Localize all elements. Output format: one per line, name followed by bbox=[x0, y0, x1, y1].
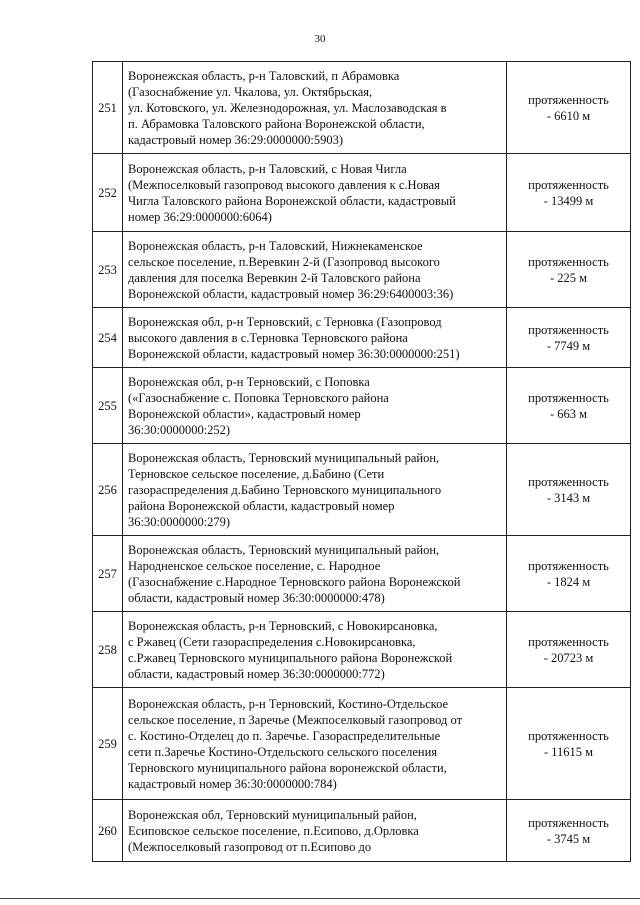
length-line: протяженность bbox=[528, 474, 609, 489]
description-line: области, кадастровый номер 36:30:0000000:478) bbox=[128, 591, 385, 605]
length-line: протяженность bbox=[528, 322, 609, 337]
row-number: 253 bbox=[93, 232, 123, 308]
description-line: номер 36:29:0000000:6064) bbox=[128, 210, 272, 224]
row-number: 255 bbox=[93, 368, 123, 444]
object-length bbox=[507, 62, 631, 154]
table-row bbox=[93, 154, 631, 232]
length-line: - 7749 м bbox=[546, 338, 591, 353]
object-description bbox=[123, 62, 507, 154]
description-line: газораспределения д.Бабино Терновского муниципального bbox=[128, 483, 442, 497]
row-number: 258 bbox=[93, 612, 123, 688]
description-line: (Газоснабжение с.Народное Терновского района Воронежской bbox=[128, 575, 461, 589]
table-row bbox=[93, 688, 631, 800]
description-line: с Ржавец (Сети газораспределения с.Новокирсановка, bbox=[128, 635, 416, 649]
page-number: 30 bbox=[314, 33, 326, 45]
table-row bbox=[93, 232, 631, 308]
description-line: Терновского муниципального района воронежской области, bbox=[128, 761, 447, 775]
description-line: кадастровый номер 36:29:0000000:5903) bbox=[128, 133, 343, 147]
length-line: протяженность bbox=[528, 728, 609, 743]
description-line: («Газоснабжение с. Поповка Терновского района bbox=[128, 391, 389, 405]
length-line: - 6610 м bbox=[546, 108, 591, 123]
description-line: Воронежская обл, Терновский муниципальный район, bbox=[128, 808, 417, 822]
description-line: п. Абрамовка Таловского района Воронежской области, bbox=[128, 117, 425, 131]
table-row bbox=[93, 536, 631, 612]
object-length bbox=[507, 232, 631, 308]
description-line: Есиповское сельское поселение, п.Есипово, д.Орловка bbox=[128, 824, 419, 838]
description-line: ул. Котовского, ул. Железнодорожная, ул. Маслозаводская в bbox=[128, 101, 447, 115]
table-row bbox=[93, 444, 631, 536]
length-line: - 11615 м bbox=[543, 744, 594, 759]
object-description bbox=[123, 536, 507, 612]
object-description bbox=[123, 444, 507, 536]
description-line: с.Ржавец Терновского муниципального района Воронежской bbox=[128, 651, 453, 665]
description-line: сельское поселение, п Заречье (Межпоселковый газопровод от bbox=[128, 713, 463, 727]
description-line: Чигла Таловского района Воронежской области, кадастровый bbox=[128, 194, 456, 208]
object-description bbox=[123, 800, 507, 862]
object-length bbox=[507, 154, 631, 232]
length-line: - 1824 м bbox=[546, 574, 591, 589]
length-line: протяженность bbox=[528, 254, 609, 269]
description-line: Воронежской области, кадастровый номер 36:30:0000000:251) bbox=[128, 347, 460, 361]
description-line: давления для поселка Веревкин 2-й Таловского района bbox=[128, 271, 421, 285]
length-line: протяженность bbox=[528, 634, 609, 649]
description-line: Воронежской области», кадастровый номер bbox=[128, 407, 361, 421]
description-line: высокого давления в с.Терновка Терновского района bbox=[128, 331, 408, 345]
length-line: протяженность bbox=[528, 390, 609, 405]
description-line: Воронежской области, кадастровый номер 36:29:6400003:36) bbox=[128, 287, 454, 301]
description-line: (Газоснабжение ул. Чкалова, ул. Октябрьская, bbox=[128, 85, 373, 99]
description-line: Воронежская область, р-н Таловский, Нижнекаменское bbox=[128, 239, 423, 253]
row-number: 257 bbox=[93, 536, 123, 612]
object-length bbox=[507, 368, 631, 444]
object-length bbox=[507, 612, 631, 688]
length-line: - 13499 м bbox=[543, 193, 594, 208]
row-number: 252 bbox=[93, 154, 123, 232]
description-line: Терновское сельское поселение, д.Бабино (Сети bbox=[128, 467, 385, 481]
table-row bbox=[93, 62, 631, 154]
description-line: области, кадастровый номер 36:30:0000000:772) bbox=[128, 667, 385, 681]
description-line: Воронежская обл, р-н Терновский, с Поповка bbox=[128, 375, 370, 389]
object-description bbox=[123, 368, 507, 444]
description-line: Воронежская область, р-н Терновский, с Новокирсановка, bbox=[128, 619, 438, 633]
description-line: 36:30:0000000:252) bbox=[128, 423, 231, 437]
length-line: - 20723 м bbox=[543, 650, 594, 665]
row-number: 256 bbox=[93, 444, 123, 536]
row-number: 251 bbox=[93, 62, 123, 154]
object-length bbox=[507, 536, 631, 612]
length-line: протяженность bbox=[528, 815, 609, 830]
objects-table bbox=[92, 61, 631, 862]
table-row bbox=[93, 800, 631, 862]
description-line: Народненское сельское поселение, с. Народное bbox=[128, 559, 381, 573]
row-number: 259 bbox=[93, 688, 123, 800]
description-line: Воронежская область, Терновский муниципальный район, bbox=[128, 451, 440, 465]
object-length bbox=[507, 688, 631, 800]
description-line: с. Костино-Отделец до п. Заречье. Газораспределительные bbox=[128, 729, 441, 743]
description-line: района Воронежской области, кадастровый номер bbox=[128, 499, 395, 513]
length-line: - 663 м bbox=[549, 406, 588, 421]
object-length bbox=[507, 444, 631, 536]
description-line: кадастровый номер 36:30:0000000:784) bbox=[128, 777, 337, 791]
row-number: 260 bbox=[93, 800, 123, 862]
length-line: - 225 м bbox=[549, 270, 588, 285]
table-row bbox=[93, 368, 631, 444]
object-length bbox=[507, 800, 631, 862]
description-line: 36:30:0000000:279) bbox=[128, 515, 231, 529]
description-line: Воронежская область, р-н Таловский, с Новая Чигла bbox=[128, 162, 407, 176]
length-line: протяженность bbox=[528, 177, 609, 192]
description-line: сети п.Заречье Костино-Отдельского сельского поселения bbox=[128, 745, 438, 759]
object-description bbox=[123, 232, 507, 308]
page-bottom-edge bbox=[0, 898, 640, 899]
length-line: протяженность bbox=[528, 558, 609, 573]
description-line: Воронежская область, р-н Терновский, Костино-Отдельское bbox=[128, 697, 449, 711]
table-row bbox=[93, 612, 631, 688]
description-line: (Межпоселковый газопровод от п.Есипово до bbox=[128, 840, 372, 854]
object-length bbox=[507, 308, 631, 368]
row-number: 254 bbox=[93, 308, 123, 368]
description-line: сельское поселение, п.Веревкин 2-й (Газопровод высокого bbox=[128, 255, 440, 269]
description-line: Воронежская обл, р-н Терновский, с Терновка (Газопровод bbox=[128, 315, 442, 329]
object-description bbox=[123, 308, 507, 368]
table-row bbox=[93, 308, 631, 368]
length-line: - 3745 м bbox=[546, 831, 591, 846]
object-description bbox=[123, 154, 507, 232]
object-description bbox=[123, 688, 507, 800]
description-line: Воронежская область, Терновский муниципальный район, bbox=[128, 543, 440, 557]
description-line: (Межпоселковый газопровод высокого давления к с.Новая bbox=[128, 178, 440, 192]
description-line: Воронежская область, р-н Таловский, п Абрамовка bbox=[128, 69, 400, 83]
length-line: протяженность bbox=[528, 92, 609, 107]
object-description bbox=[123, 612, 507, 688]
length-line: - 3143 м bbox=[546, 490, 591, 505]
